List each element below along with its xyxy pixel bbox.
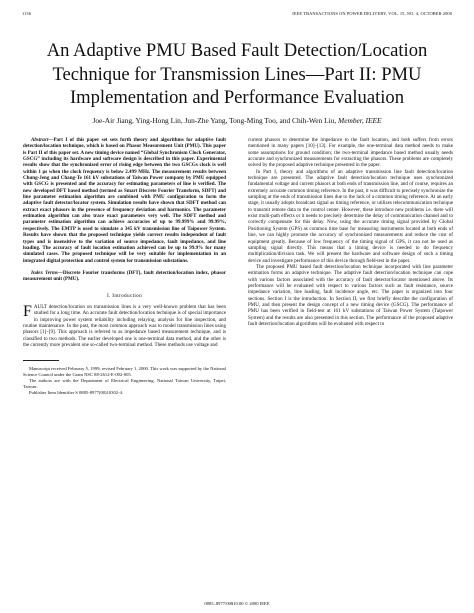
index-terms	[23, 270, 226, 283]
author-names: Joe-Air Jiang, Ying-Hong Lin, Jun-Zhe Yang, Tong-Ming Too, and Chih-Wen Liu,	[92, 116, 337, 125]
footnote-affiliation: The authors are with the Department of Electrical Engineering, National Taiwan University, Taipei, Taiwan.	[23, 378, 226, 390]
section-heading-introduction: I. Introduction	[106, 292, 143, 299]
intro-text: AULT detection/location on transmission lines is a very well-known problem that has been studied for a long time. An accurate fault detection/location technique is of special importance in improving power system reliability including relaying, analysis for line inspection, and routine maintenance. In the past, the most common approach was to model transmission lines using phasors [1]–[9]. This approach is referred to as impedance based measurement technique, and is classified to two methods. The earlier developed one is one-terminal data method, and the other is the currently more prevalent one so-called two-terminal method. These methods use voltage and	[23, 303, 226, 348]
index-terms-text: Discrete Fourier transforms (DFT), fault detection/location index, phasor measurement unit (PMU).	[23, 269, 226, 283]
page-number: 1136	[22, 11, 32, 16]
paper-title	[18, 39, 456, 110]
right-column	[248, 137, 453, 327]
footnote-manuscript: Manuscript received February 5, 1999; revised February 1, 2000. This work was supported by the National Science Council under the Grant NSC 88-2612-E-002-005.	[23, 366, 226, 378]
author-line	[18, 116, 456, 125]
abstract-label: Abstract—	[31, 137, 54, 143]
abstract	[23, 137, 226, 264]
title-line-1: An Adaptive PMU Based Fault Detection/Location	[46, 40, 428, 61]
author-membership: Member, IEEE	[338, 116, 382, 125]
drop-cap: F	[23, 302, 32, 320]
copyright-footer: 0885–8977/00$10.00 © 2000 IEEE	[204, 601, 270, 606]
abstract-text: Part I of this paper set sets forth theory and algorithms for adaptive fault detection/location technique, which is based on Phasor Measurement Unit (PMU). This paper is Part II of this paper set. A new timing device named “Global Synchronism Clock Generator, GSCG” including its hardware and software design is described in this paper. Experimental results show that the synchronized error of rising edge between the two GSCGs clock is well within 1 μs when the clock frequency is below 2.499 MHz. The measurement results between Chung-Jeng and Chang-Te 161 kV substations of Taiwan Power company by PMU equipped with GSCG is presented and the accuracy for estimating parameters of line is verified. The new developed DFT based method (termed as Smart Discrete Fourier Transform, SDFT) and line parameter estimation algorithm are combined with PMU configuration to form the adaptive fault detector/locator system. Simulation results have shown that SDFT method can extract exact phasors in the presence of frequency deviation and harmonics. The parameter estimation algorithm can also trace exact parameters very well. The SDFT method and parameter estimation algorithm can achieve accuracies of up to 99.999% and 99.99%, respectively. The EMTP is used to simulate a 345 kV transmission line of Taipower System. Results have shown that the proposed technique yields correct results independent of fault types and is insensitive to the variation of source impedance, fault impedance, and line loading. The accuracy of fault location estimation achieved can be up to 99.9% for many simulated cases. The proposed technique will be very suitable for implementation in an integrated digital protection and control system for transmission substations.	[23, 137, 226, 264]
intro-paragraph	[23, 304, 226, 348]
journal-citation: IEEE TRANSACTIONS ON POWER DELIVERY, VOL. 15, NO. 4, OCTOBER 2000	[292, 11, 452, 16]
body-paragraph-2: In Part I, theory and algorithms of an adaptive transmission line fault detection/location technique are presented. The adaptive fault detection/location technique uses synchronized fundamental voltage and current phasors at both ends of transmission line, and of course, requires an extremely accurate common timing reference. In the past, it was difficult to precisely synchronize the sampling at the ends of transmission lines due to the lack of a common timing reference. At an early stage, it usually adopts broadcast signal as timing reference, or utilizes telecommunication technique to transmit remote data to the control center. However, these introduce new problems i.e. there will exist multi-path effects or it needs to precisely determine the delay of communication channel and to correctly compensate for this delay. Now, using the accurate timing signal provided by Global Positioning System (GPS) as common time base for measuring instruments located at both ends of line, we can highly promote the accuracy of synchronized measurements and reduce the cost of equipment greatly. Because of low frequency of the timing signal of GPS, it can not be used as sampling signal directly. This means that a timing device is needed to do frequency multiplication/division task. We will present the hardware and software design of such a timing device and investigate performance of this device through field-test in the paper.	[248, 168, 453, 264]
title-line-3: Implementation and Performance Evaluation	[69, 87, 405, 108]
footnote-rule	[23, 360, 59, 361]
footnote-publisher-id: Publisher Item Identifier S 0885-8977(00)10302-4.	[29, 389, 124, 395]
running-header	[22, 11, 452, 16]
title-line-2: Technique for Transmission Lines—Part II: PMU	[52, 63, 422, 85]
body-paragraph-1: current phasors to determine the impedance to the fault location, and both suffers from errors mentioned in many papers [10]–[13]. For example, the one-terminal data method needs to make some assumptions for ground condition; the two-terminal impedance based method usually needs accurate and synchronized measurements for extracting the phasors. These problems are completely solved by the proposed adaptive technique presented in the paper.	[248, 137, 453, 169]
left-column	[23, 137, 226, 396]
body-paragraph-3: The proposed PMU based fault detection/location technique incorporated with line parameter estimation forms an adaptive technique. The adaptive fault detection/location technique can cope with various factors associated with the accuracy of fault detector/locator mentioned above. Its performance will be evaluated with respect to various factors such as fault resistance, source impedance variation, line loading, fault incidence angle, etc. The paper is organized into four sections. Section I is the introduction. In Section II, we first briefly describe the configuration of PMU, and then present the design concept of a new timing device (GSCG). The performance of PMU has been verified in field-test at 161 kV substations of Taiwan Power System (Taipower System) and the results are also presented in this section. The performance of the proposed adaptive fault detection/location algorithms will be evaluated with respect to	[248, 263, 453, 327]
index-terms-label: Index Terms—	[31, 269, 63, 276]
